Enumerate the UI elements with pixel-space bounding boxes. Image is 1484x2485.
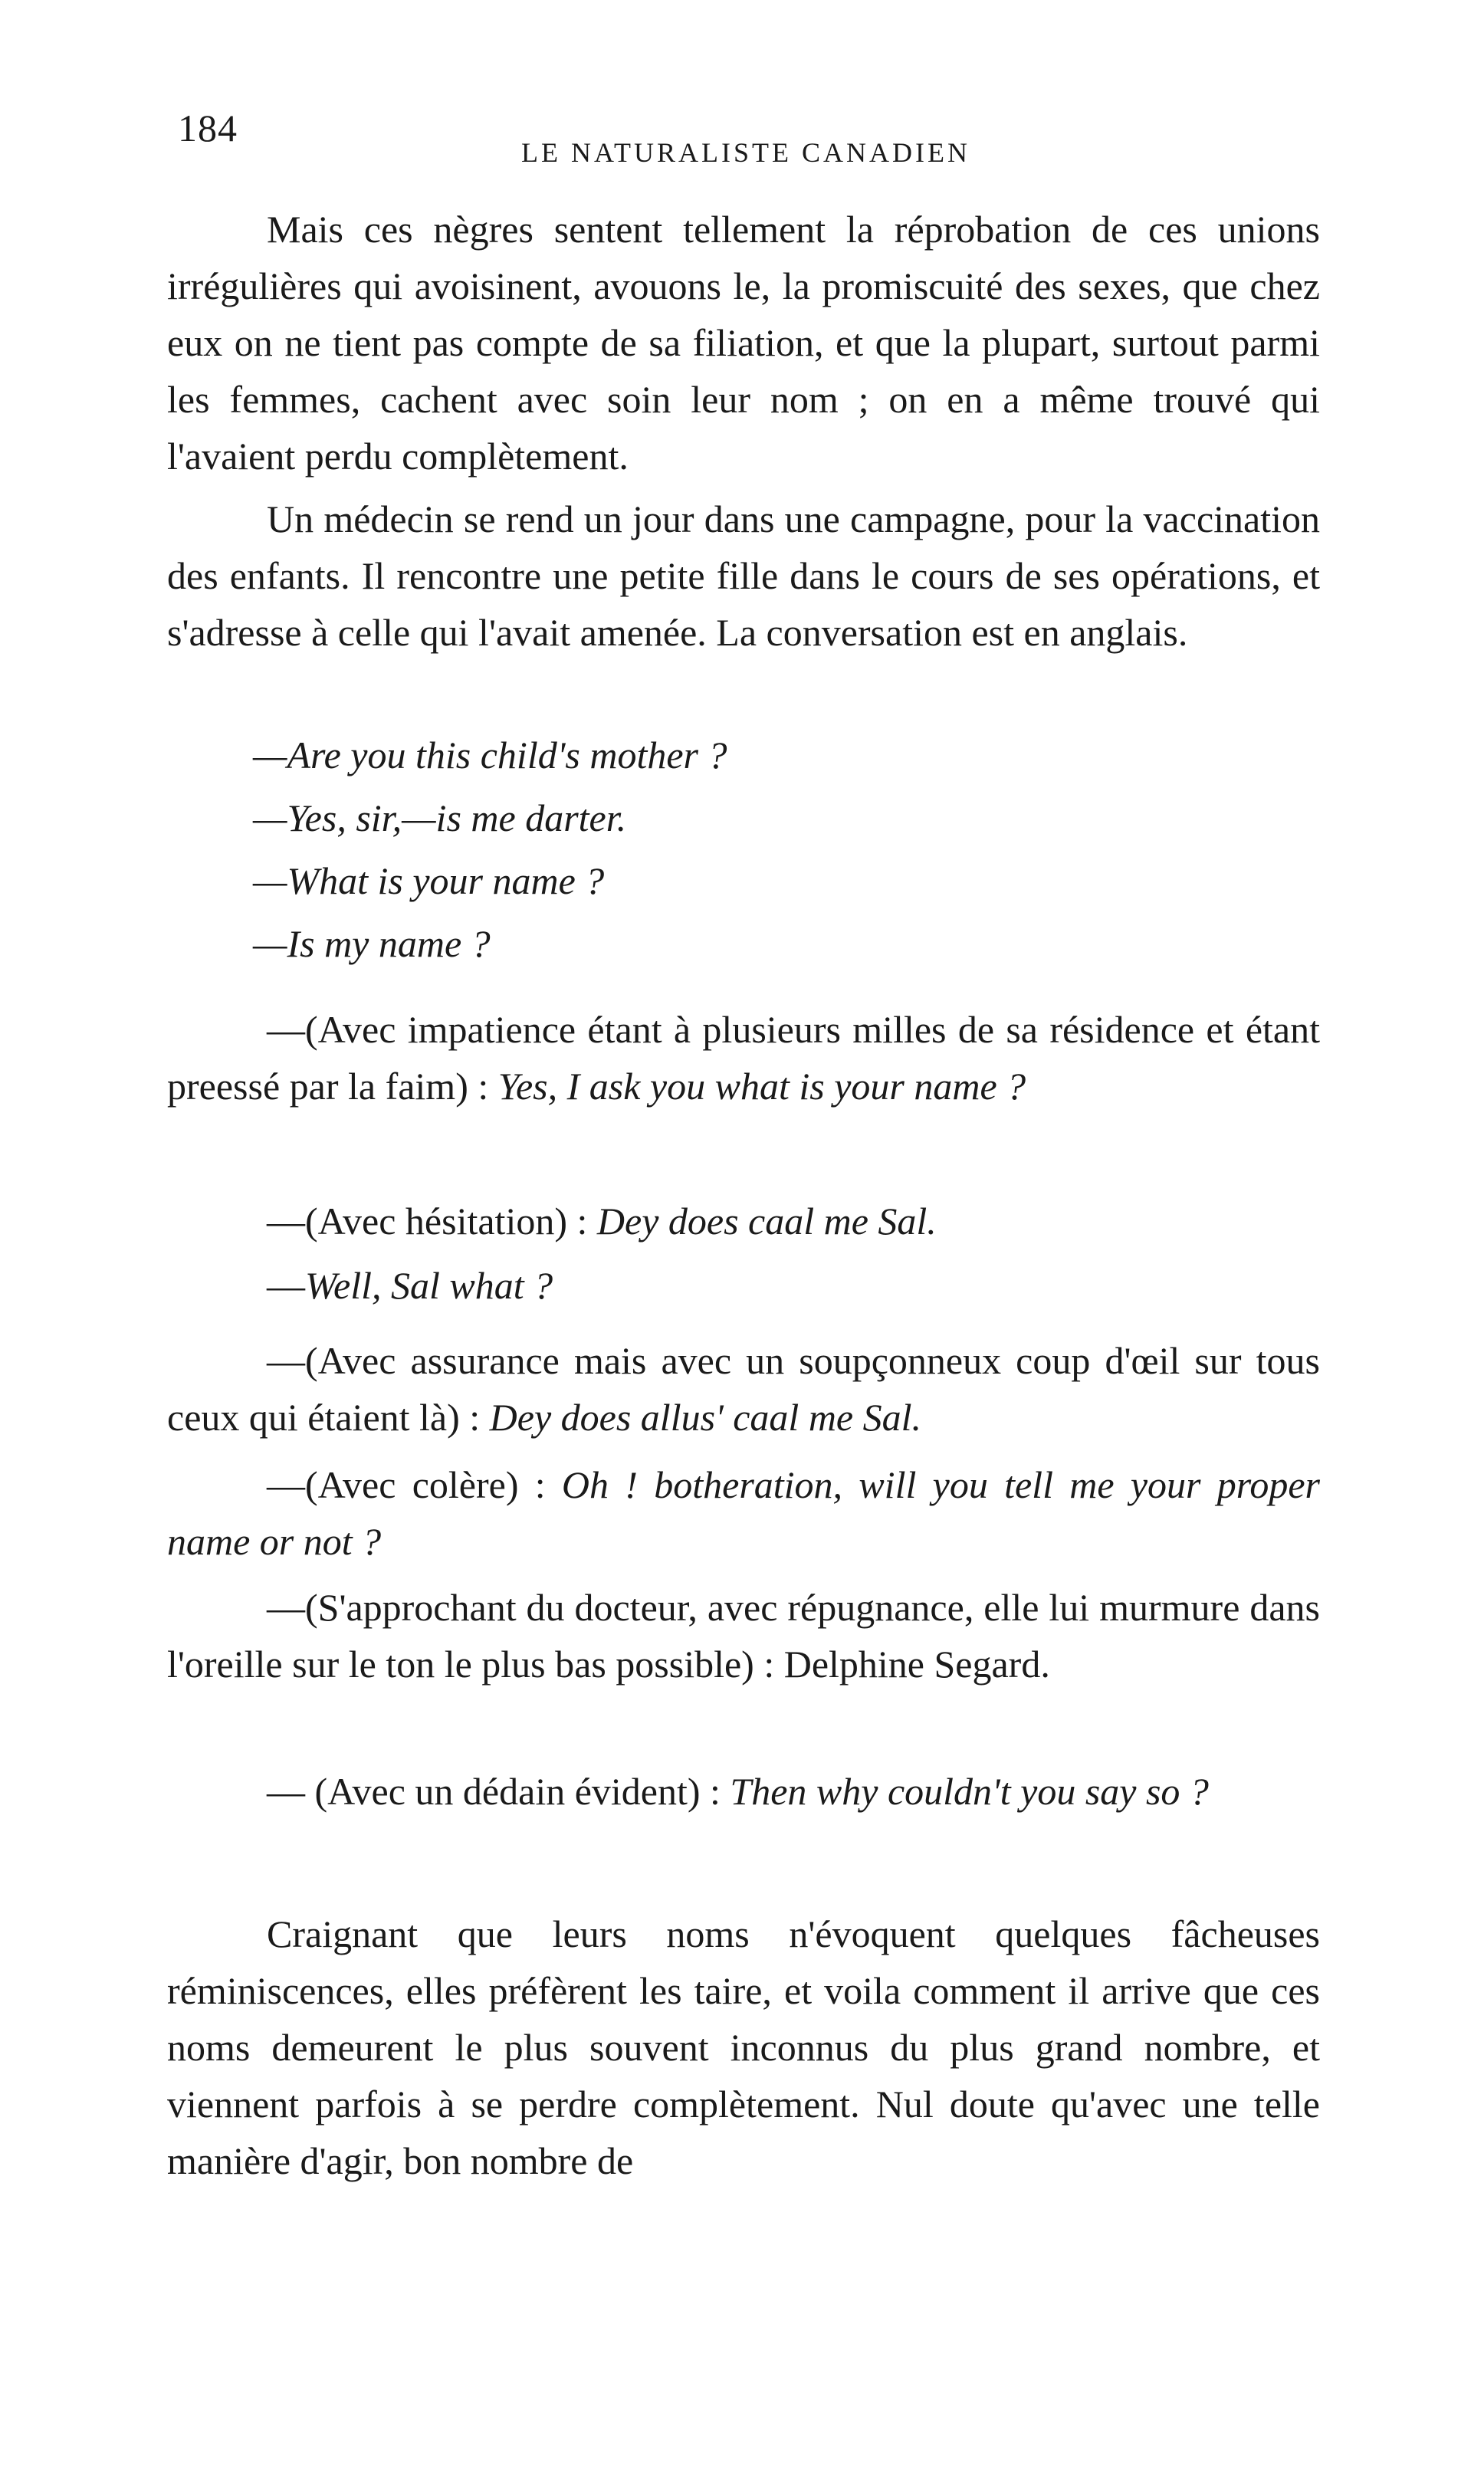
paragraph-5: [167, 1257, 1320, 1314]
paragraph-10: [167, 1906, 1320, 2189]
page-number: 184: [178, 107, 238, 149]
paragraph-text: —(S'approchant du docteur, avec répugnance, elle lui murmure dans l'oreille sur le ton le plus bas possible) : Delphine Segard.: [167, 1586, 1320, 1686]
paragraph-7: [167, 1456, 1320, 1570]
paragraph-4: [167, 1193, 1320, 1249]
paragraph-8: [167, 1579, 1320, 1692]
paragraph-lead: —: [267, 1264, 305, 1307]
paragraph-lead: —(Avec colère) :: [267, 1463, 562, 1506]
paragraph-1: [167, 201, 1320, 484]
paragraph-lead: —(Avec assurance mais avec un soupçonneux coup d'œil sur tous ceux qui étaient là) :: [167, 1339, 1320, 1439]
paragraph-quote: Then why couldn't you say so ?: [730, 1770, 1209, 1813]
dialogue-text: —Is my name ?: [253, 922, 491, 965]
dialogue-line-4: [253, 915, 491, 972]
paragraph-text: Mais ces nègres sentent tellement la réprobation de ces unions irrégulières qui avoisinent, avouons le, la promiscuité des sexes, que chez eux on ne tient pas compte de sa filiation, et que la plupart, surtout parmi les femmes, cachent avec soin leur nom ; on en a même trouvé qui l'avaient perdu complètement.: [167, 208, 1320, 478]
paragraph-quote: Dey does allus' caal me Sal.: [489, 1396, 922, 1439]
dialogue-text: —Are you this child's mother ?: [253, 734, 727, 776]
paragraph-lead: — (Avec un dédain évident) :: [267, 1770, 731, 1813]
paragraph-quote: Well, Sal what ?: [305, 1264, 553, 1307]
paragraph-lead: —(Avec impatience étant à plusieurs milles de sa résidence et étant preessé par la faim) :: [167, 1008, 1320, 1108]
dialogue-text: —What is your name ?: [253, 859, 605, 902]
paragraph-text: Un médecin se rend un jour dans une campagne, pour la vaccination des enfants. Il rencontre une petite fille dans le cours de ses opérations, et s'adresse à celle qui l'avait amenée. La conversation est en anglais.: [167, 497, 1320, 654]
dialogue-line-1: [253, 727, 727, 783]
paragraph-quote: Oh ! botheration, will you tell me your proper name or not ?: [167, 1463, 1320, 1563]
dialogue-line-2: [253, 789, 626, 846]
paragraph-9: [167, 1763, 1320, 1820]
paragraph-quote: Dey does caal me Sal.: [596, 1200, 937, 1242]
paragraph-2: [167, 491, 1320, 661]
running-header: LE NATURALISTE CANADIEN: [521, 137, 970, 168]
paragraph-3: [167, 1001, 1320, 1114]
paragraph-quote: Yes, I ask you what is your name ?: [497, 1065, 1026, 1108]
paragraph-6: [167, 1332, 1320, 1446]
paragraph-lead: —(Avec hésitation) :: [267, 1200, 597, 1242]
dialogue-text: —Yes, sir,—is me darter.: [253, 796, 627, 839]
dialogue-line-3: [253, 852, 604, 909]
paragraph-text: Craignant que leurs noms n'évoquent quelques fâcheuses réminiscences, elles préfèrent les taire, et voila comment il arrive que ces noms demeurent le plus souvent inconnus du plus grand nombre, et viennent parfois à se perdre complètement. Nul doute qu'avec une telle manière d'agir, bon nombre de: [167, 1912, 1320, 2182]
